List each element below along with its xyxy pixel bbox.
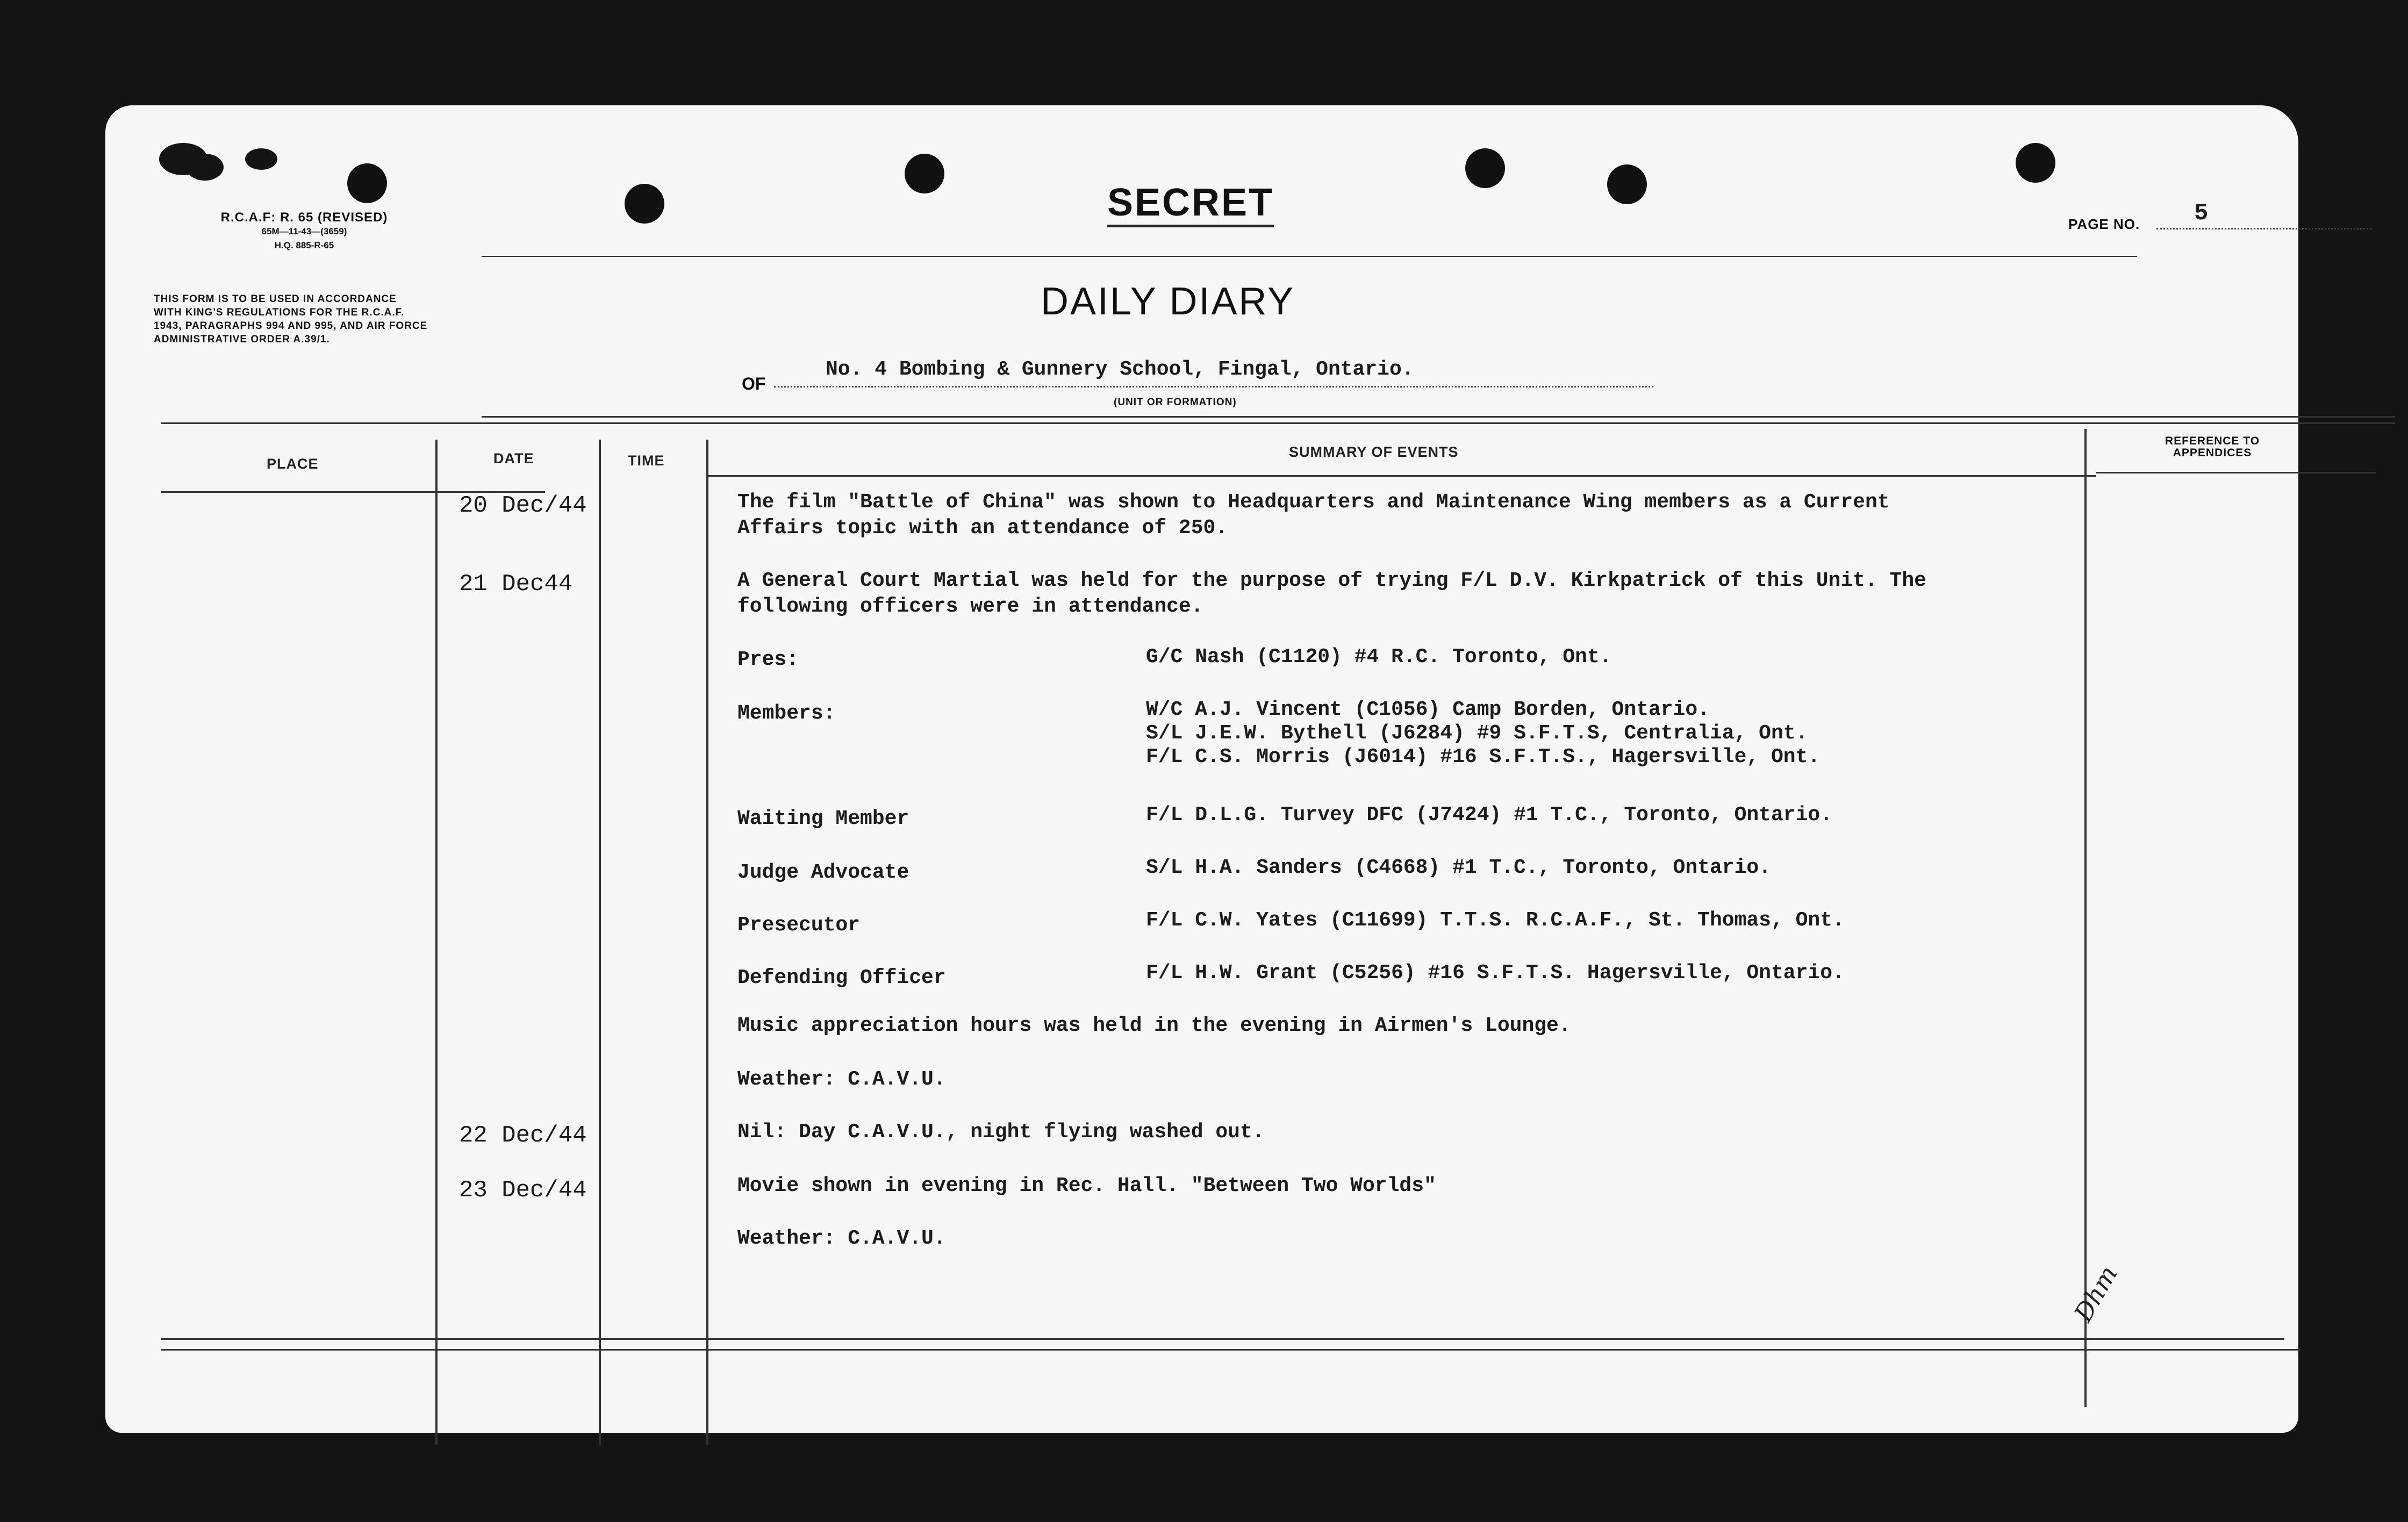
table-top-rule	[161, 422, 2395, 424]
court-role-label: Pres:	[737, 648, 799, 671]
court-role-label: Waiting Member	[737, 807, 909, 830]
court-role-value: F/L D.L.G. Turvey DFC (J7424) #1 T.C., Toronto, Ontario.	[1146, 803, 1833, 827]
entry-line: following officers were in attendance.	[737, 595, 1203, 618]
top-rule	[482, 256, 2137, 257]
entry-line: The film "Battle of China" was shown to Headquarters and Maintenance Wing members as a Current	[737, 491, 1890, 514]
entry-date: 22 Dec/44	[459, 1122, 587, 1149]
table-bottom-rule	[161, 1349, 2300, 1351]
punch-hole	[625, 184, 664, 224]
court-member: W/C A.J. Vincent (C1056) Camp Borden, Ontario.	[1146, 698, 1710, 721]
court-role-label: Judge Advocate	[737, 861, 909, 884]
court-role-label: Presecutor	[737, 914, 861, 937]
entry-line: Nil: Day C.A.V.U., night flying washed out.	[737, 1121, 1265, 1144]
instructions-line: 1943, PARAGRAPHS 994 AND 995, AND AIR FORCE	[154, 320, 428, 332]
form-id-line3: H.Q. 885-R-65	[274, 240, 334, 250]
punch-hole	[2016, 143, 2055, 183]
entry-line: Weather: C.A.V.U.	[737, 1068, 946, 1091]
column-divider	[435, 440, 438, 1445]
diary-page	[105, 105, 2298, 1433]
entry-line: Music appreciation hours was held in the evening in Airmen's Lounge.	[737, 1014, 1571, 1037]
table-bottom-rule	[161, 1338, 2284, 1340]
punch-hole	[905, 154, 944, 193]
header-rule	[2096, 472, 2376, 473]
header-rule	[707, 475, 2096, 477]
punch-hole	[1607, 164, 1647, 204]
column-header-place: PLACE	[267, 456, 319, 472]
column-header-time: TIME	[628, 453, 665, 469]
reference-header-line: APPENDICES	[2173, 447, 2252, 459]
column-header-reference	[2105, 435, 2320, 459]
punch-hole	[347, 163, 387, 203]
classification-label: SECRET	[1107, 181, 1274, 227]
page-title: DAILY DIARY	[1041, 280, 1295, 323]
entry-line: A General Court Martial was held for the purpose of trying F/L D.V. Kirkpatrick of this Unit. The	[737, 569, 1926, 592]
instructions-line: THIS FORM IS TO BE USED IN ACCORDANCE	[154, 293, 397, 305]
form-instructions	[154, 292, 427, 346]
column-header-date: DATE	[493, 450, 534, 466]
column-divider	[599, 440, 601, 1445]
unit-line	[774, 386, 1653, 387]
court-role-value: S/L H.A. Sanders (C4668) #1 T.C., Toronto, Ontario.	[1146, 856, 1771, 879]
column-divider	[706, 440, 708, 1445]
form-id: R.C.A.F: R. 65 (REVISED)	[220, 210, 388, 225]
torn-corner	[186, 154, 224, 181]
court-role-value: G/C Nash (C1120) #4 R.C. Toronto, Ont.	[1146, 645, 1612, 669]
entry-date: 23 Dec/44	[459, 1177, 587, 1204]
court-role-label: Defending Officer	[737, 966, 946, 989]
court-role-value: F/L C.W. Yates (C11699) T.T.S. R.C.A.F., St. Thomas, Ont.	[1146, 909, 1845, 932]
handwritten-initials: Dhm	[2068, 1260, 2123, 1327]
table-top-rule	[482, 416, 2395, 418]
page-number-line	[2156, 228, 2371, 229]
entry-date: 20 Dec/44	[459, 492, 587, 519]
unit-caption: (UNIT OR FORMATION)	[1114, 397, 1237, 408]
column-header-summary: SUMMARY OF EVENTS	[1289, 444, 1459, 460]
instructions-line: WITH KING'S REGULATIONS FOR THE R.C.A.F.	[154, 307, 405, 318]
court-member: F/L C.S. Morris (J6014) #16 S.F.T.S., Hagersville, Ont.	[1146, 745, 1821, 769]
reference-header-line: REFERENCE TO	[2165, 435, 2260, 447]
entry-line: Movie shown in evening in Rec. Hall. "Between Two Worlds"	[737, 1174, 1436, 1197]
page-number-label: PAGE NO.	[2068, 216, 2140, 232]
entry-date: 21 Dec44	[459, 571, 573, 598]
court-member: S/L J.E.W. Bythell (J6284) #9 S.F.T.S, Centralia, Ont.	[1146, 722, 1808, 745]
unit-name: No. 4 Bombing & Gunnery School, Fingal, Ontario.	[826, 358, 1414, 381]
court-role-value: F/L H.W. Grant (C5256) #16 S.F.T.S. Hagersville, Ontario.	[1146, 961, 1845, 985]
of-label: OF	[742, 374, 766, 393]
entry-line: Weather: C.A.V.U.	[737, 1227, 946, 1250]
column-divider	[2084, 429, 2087, 1407]
punch-hole	[1465, 148, 1505, 188]
torn-corner	[245, 148, 277, 170]
court-role-label: Members:	[737, 702, 836, 725]
entry-line: Affairs topic with an attendance of 250.	[737, 516, 1228, 540]
form-id-block	[164, 211, 444, 253]
page-number: 5	[2194, 200, 2209, 227]
instructions-line: ADMINISTRATIVE ORDER A.39/1.	[154, 334, 330, 345]
form-id-line2: 65M—11-43—(3659)	[261, 226, 347, 236]
